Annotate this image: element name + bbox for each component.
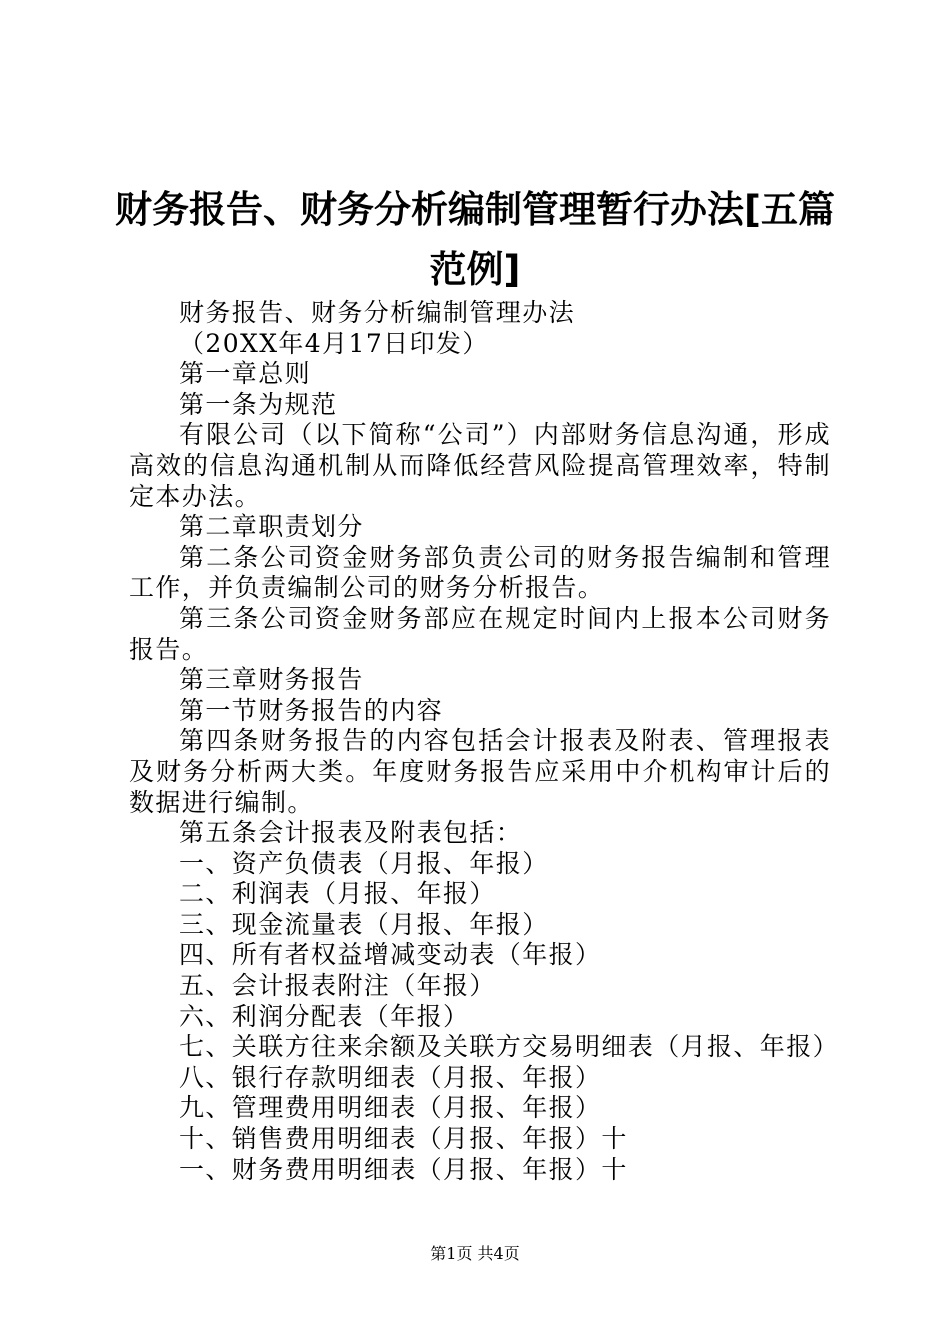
paragraph: 有限公司（以下简称“公司”）内部财务信息沟通，形成高效的信息沟通机制从而降低经营风险提高管理效率，特制定本办法。: [129, 420, 831, 511]
list-item: 九、管理费用明细表（月报、年报）: [179, 1093, 602, 1123]
paragraph: 第三条公司资金财务部应在规定时间内上报本公司财务报告。: [129, 603, 831, 664]
paragraph: 第二章职责划分: [179, 512, 364, 542]
document-title: 财务报告、财务分析编制管理暂行办法[五篇范例]: [115, 188, 835, 291]
paragraph: 第二条公司资金财务部负责公司的财务报告编制和管理工作，并负责编制公司的财务分析报告。: [129, 542, 831, 603]
list-item: 六、利润分配表（年报）: [179, 1001, 470, 1031]
list-item: 四、所有者权益增减变动表（年报）: [179, 940, 602, 970]
paragraph: 财务报告、财务分析编制管理办法: [179, 298, 576, 327]
list-item: 一、财务费用明细表（月报、年报）十: [179, 1154, 628, 1184]
list-item: 七、关联方往来余额及关联方交易明细表（月报、年报）: [179, 1032, 840, 1062]
paragraph: 第五条会计报表及附表包括：: [179, 818, 523, 848]
paragraph: 第四条财务报告的内容包括会计报表及附表、管理报表及财务分析两大类。年度财务报告应采用中介机构审计后的数据进行编制。: [129, 726, 831, 817]
list-item: 三、现金流量表（月报、年报）: [179, 909, 549, 939]
paragraph: 第一节财务报告的内容: [179, 695, 444, 725]
paragraph: 第一条为规范: [179, 389, 338, 419]
page-footer: 第1页 共4页: [430, 1244, 520, 1263]
list-item: 一、资产负债表（月报、年报）: [179, 848, 549, 878]
list-item: 八、银行存款明细表（月报、年报）: [179, 1062, 602, 1092]
paragraph: 第三章财务报告: [179, 665, 364, 695]
paragraph: （20XX年4月17日印发）: [179, 328, 489, 358]
list-item: 二、利润表（月报、年报）: [179, 879, 496, 909]
list-item: 五、会计报表附注（年报）: [179, 971, 496, 1001]
document-body: [129, 298, 840, 1185]
paragraph: 第一章总则: [179, 359, 312, 389]
list-item: 十、销售费用明细表（月报、年报）十: [179, 1124, 628, 1154]
